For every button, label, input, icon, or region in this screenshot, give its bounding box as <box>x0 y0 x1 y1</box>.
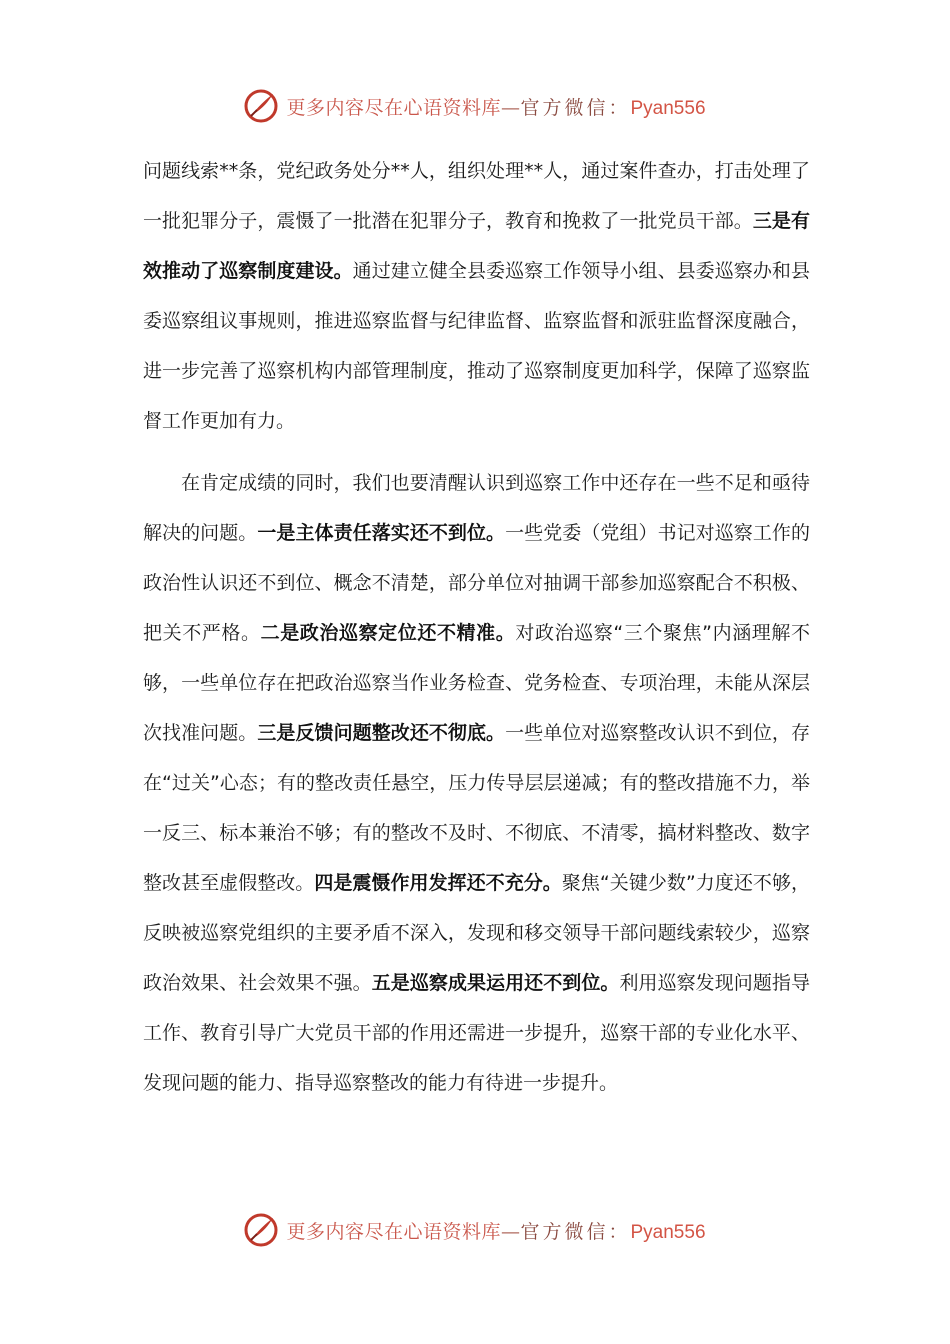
text-run: 利用巡察发现问题指导工作、教育引导广大党员干部的作用还需进一步提升，巡察干部的专业化水平、发现问题的能力、指导巡察整改的能力有待进一步提升。 <box>143 972 810 1094</box>
header-banner-text <box>286 93 705 120</box>
text-run: 对政治巡察“三个聚焦”内涵理解不够，一些单位存在把政治巡察当作业务检查、党务检查、专项治理，未能从深层次找准问题。 <box>143 622 810 744</box>
header-site-text: 更多内容尽在心语资料库 <box>286 96 501 119</box>
bold-heading-run: 一是主体责任落实还不到位。 <box>257 522 506 544</box>
header-wechat-label: 官方微信： <box>520 96 631 119</box>
bold-heading-run: 四是震慑作用发挥还不充分。 <box>314 872 562 894</box>
text-run: 一些党委（党组）书记对巡察工作的政治性认识还不到位、概念不清楚，部分单位对抽调干部参加巡察配合不积极、把关不严格。 <box>143 522 810 644</box>
bold-heading-run: 三是有效推动了巡察制度建设。 <box>143 210 810 282</box>
header-account: Pyan556 <box>630 97 706 119</box>
document-body <box>143 146 810 1108</box>
footer-banner-text <box>286 1217 705 1244</box>
text-run: 聚焦“关键少数”力度还不够，反映被巡察党组织的主要矛盾不深入，发现和移交领导干部问题线索较少，巡察政治效果、社会效果不强。 <box>143 872 810 994</box>
footer-site-text: 更多内容尽在心语资料库 <box>286 1220 501 1243</box>
bold-heading-run: 五是巡察成果运用还不到位。 <box>371 972 620 994</box>
footer-separator: — <box>500 1220 521 1243</box>
header-banner <box>0 84 950 128</box>
bold-heading-run: 二是政治巡察定位还不精准。 <box>260 622 516 644</box>
header-separator: — <box>500 96 521 119</box>
text-run: 在肯定成绩的同时，我们也要清醒认识到巡察工作中还存在一些不足和亟待解决的问题。 <box>143 472 810 544</box>
bold-heading-run: 三是反馈问题整改还不彻底。 <box>257 722 506 744</box>
footer-account: Pyan556 <box>630 1221 706 1243</box>
footer-wechat-label: 官方微信： <box>520 1220 631 1243</box>
text-run: 通过建立健全县委巡察工作领导小组、县委巡察办和县委巡察组议事规则，推进巡察监督与纪律监督、监察监督和派驻监督深度融合，进一步完善了巡察机构内部管理制度，推动了巡察制度更加科学，保障了巡察监督工作更加有力。 <box>143 260 810 432</box>
footer-banner <box>0 1208 950 1252</box>
paragraph <box>143 458 810 1108</box>
paragraph <box>143 146 810 446</box>
quill-logo-icon <box>244 89 278 123</box>
text-run: 一些单位对巡察整改认识不到位，存在“过关”心态；有的整改责任悬空，压力传导层层递减；有的整改措施不力，举一反三、标本兼治不够；有的整改不及时、不彻底、不清零，搞材料整改、数字整改甚至虚假整改。 <box>143 722 810 894</box>
quill-logo-icon <box>244 1213 278 1247</box>
text-run: 问题线索**条，党纪政务处分**人，组织处理**人，通过案件查办，打击处理了一批犯罪分子，震慑了一批潜在犯罪分子，教育和挽救了一批党员干部。 <box>143 160 810 232</box>
